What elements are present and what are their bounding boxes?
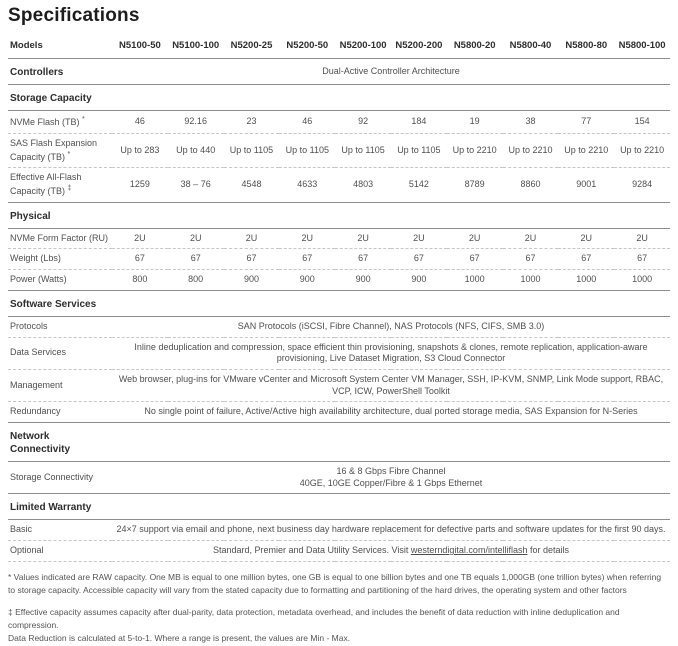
spec-cell: 5142 xyxy=(391,168,447,202)
row-label-nvme-flash: NVMe Flash (TB) * xyxy=(8,111,112,134)
spec-cell: 67 xyxy=(335,249,391,270)
spec-cell: 184 xyxy=(391,111,447,134)
section-software-services xyxy=(8,290,670,316)
spec-cell: 46 xyxy=(279,111,335,134)
footnote-marker: * xyxy=(82,116,85,124)
page-title: Specifications xyxy=(8,5,140,26)
table-row-warranty-optional xyxy=(8,541,670,562)
model-column-header: N5200-200 xyxy=(391,36,447,59)
spec-cell: 154 xyxy=(614,111,670,134)
model-column-header: N5200-25 xyxy=(224,36,280,59)
spec-cell: 67 xyxy=(168,249,224,270)
section-title-network-connectivity: Network Connectivity xyxy=(8,422,112,461)
storage-connectivity-value: 16 & 8 Gbps Fibre Channel 40GE, 10GE Copper/Fibre & 1 Gbps Ethernet xyxy=(112,461,670,493)
model-column-header: N5200-50 xyxy=(279,36,335,59)
model-column-header: N5800-80 xyxy=(558,36,614,59)
row-label-redundancy: Redundancy xyxy=(8,402,112,423)
row-label-effective-capacity: Effective All-Flash Capacity (TB) ‡ xyxy=(8,168,112,202)
intelliflash-link[interactable]: westerndigital.com/intelliflash xyxy=(410,545,528,556)
row-label-warranty-basic: Basic xyxy=(8,520,112,541)
spec-cell: 67 xyxy=(447,249,503,270)
spec-cell: 9001 xyxy=(558,168,614,202)
section-limited-warranty xyxy=(8,494,670,520)
spec-cell: 67 xyxy=(614,249,670,270)
table-row-protocols xyxy=(8,316,670,337)
controllers-value: Dual-Active Controller Architecture xyxy=(112,59,670,85)
spec-cell: 1000 xyxy=(503,270,559,291)
section-title-limited-warranty: Limited Warranty xyxy=(8,494,112,520)
row-label-sas-flash: SAS Flash Expansion Capacity (TB) * xyxy=(8,134,112,168)
table-row-sas-flash xyxy=(8,134,670,168)
spec-cell: 38 – 76 xyxy=(168,168,224,202)
spec-cell: 2U xyxy=(558,228,614,249)
spec-cell: Up to 2210 xyxy=(503,134,559,168)
spec-cell: 46 xyxy=(112,111,168,134)
section-physical xyxy=(8,202,670,228)
table-row-data-services xyxy=(8,337,670,369)
spec-cell: 67 xyxy=(503,249,559,270)
table-row-weight xyxy=(8,249,670,270)
footnote-effective-capacity: ‡ Effective capacity assumes capacity after dual-parity, data protection, metadata overhead, and includes the benefit of data reduction with inline deduplication and compression. Data Reduction is calculated at 5-to-1. Where a range is present, the values are Min - Max. xyxy=(8,607,620,644)
models-header-row xyxy=(8,36,670,59)
data-services-value: Inline deduplication and compression, space efficient thin provisioning, snapshots & clones, remote replication, application-aware provisioning, Live Dataset Migration, S3 Cloud Connector xyxy=(112,337,670,369)
spec-cell: Up to 1105 xyxy=(391,134,447,168)
spec-cell: 1259 xyxy=(112,168,168,202)
model-column-header: N5800-20 xyxy=(447,36,503,59)
row-label-form-factor: NVMe Form Factor (RU) xyxy=(8,228,112,249)
spec-cell: 19 xyxy=(447,111,503,134)
spec-cell: 92 xyxy=(335,111,391,134)
section-network-connectivity xyxy=(8,422,670,461)
model-column-header: N5200-100 xyxy=(335,36,391,59)
spec-cell: Up to 283 xyxy=(112,134,168,168)
section-storage-capacity xyxy=(8,85,670,111)
spec-cell: 2U xyxy=(335,228,391,249)
controllers-label: Controllers xyxy=(8,59,112,85)
controllers-row xyxy=(8,59,670,85)
model-column-header: N5800-100 xyxy=(614,36,670,59)
spec-cell: Up to 2210 xyxy=(614,134,670,168)
footnote-marker: ‡ xyxy=(67,185,72,193)
specifications-table xyxy=(8,36,670,562)
row-label-management: Management xyxy=(8,369,112,401)
spec-cell: 8789 xyxy=(447,168,503,202)
table-row-form-factor xyxy=(8,228,670,249)
spec-cell: 900 xyxy=(224,270,280,291)
model-column-header: N5800-40 xyxy=(503,36,559,59)
model-column-header: N5100-50 xyxy=(112,36,168,59)
row-label-power: Power (Watts) xyxy=(8,270,112,291)
spec-cell: 67 xyxy=(224,249,280,270)
spec-cell: Up to 2210 xyxy=(447,134,503,168)
section-title-storage-capacity: Storage Capacity xyxy=(8,85,112,111)
spec-cell: 2U xyxy=(279,228,335,249)
spec-cell: 2U xyxy=(168,228,224,249)
spec-cell: 900 xyxy=(335,270,391,291)
spec-cell: 2U xyxy=(391,228,447,249)
row-label-weight: Weight (Lbs) xyxy=(8,249,112,270)
spec-cell: 2U xyxy=(447,228,503,249)
footnotes xyxy=(8,571,668,646)
spec-cell: 2U xyxy=(224,228,280,249)
spec-cell: 77 xyxy=(558,111,614,134)
spec-cell: 38 xyxy=(503,111,559,134)
row-label-protocols: Protocols xyxy=(8,316,112,337)
warranty-optional-value: Standard, Premier and Data Utility Services. Visit westerndigital.com/intelliflash for details xyxy=(112,541,670,562)
table-row-nvme-flash xyxy=(8,111,670,134)
spec-cell: 800 xyxy=(168,270,224,291)
section-title-software-services: Software Services xyxy=(8,290,112,316)
table-row-management xyxy=(8,369,670,401)
spec-cell: 67 xyxy=(279,249,335,270)
table-row-effective-capacity xyxy=(8,168,670,202)
spec-cell: 23 xyxy=(224,111,280,134)
spec-cell: 4548 xyxy=(224,168,280,202)
spec-cell: 92.16 xyxy=(168,111,224,134)
warranty-basic-value: 24×7 support via email and phone, next business day hardware replacement for defective parts and software updates for the first 90 days. xyxy=(112,520,670,541)
spec-cell: Up to 1105 xyxy=(335,134,391,168)
spec-cell: 1000 xyxy=(447,270,503,291)
spec-cell: 4803 xyxy=(335,168,391,202)
row-label-data-services: Data Services xyxy=(8,337,112,369)
spec-cell: 900 xyxy=(279,270,335,291)
management-value: Web browser, plug-ins for VMware vCenter and Microsoft System Center VM Manager, SSH, IP-KVM, SNMP, Link Mode support, RBAC, VCP, ICW, PowerShell Toolkit xyxy=(112,369,670,401)
spec-cell: 9284 xyxy=(614,168,670,202)
footnote-raw-capacity: * Values indicated are RAW capacity. One MB is equal to one million bytes, one GB is equal to one billion bytes and one TB equals 1,000GB (one trillion bytes) when referring to storage capacity. Accessible capacity will vary from the stated capacity due to formatting and partitioning of the hard drives, the operating system and other factors xyxy=(8,571,662,595)
spec-cell: Up to 440 xyxy=(168,134,224,168)
spec-cell: 2U xyxy=(614,228,670,249)
protocols-value: SAN Protocols (iSCSI, Fibre Channel), NAS Protocols (NFS, CIFS, SMB 3.0) xyxy=(112,316,670,337)
row-label-storage-connectivity: Storage Connectivity xyxy=(8,461,112,493)
spec-cell: 800 xyxy=(112,270,168,291)
spec-cell: 4633 xyxy=(279,168,335,202)
row-label-warranty-optional: Optional xyxy=(8,541,112,562)
spec-cell: 2U xyxy=(112,228,168,249)
spec-cell: 2U xyxy=(503,228,559,249)
table-row-power xyxy=(8,270,670,291)
spec-cell: 67 xyxy=(558,249,614,270)
footnote-marker: * xyxy=(67,150,71,158)
model-column-header: N5100-100 xyxy=(168,36,224,59)
redundancy-value: No single point of failure, Active/Active high availability architecture, dual ported storage media, SAS Expansion for N-Series xyxy=(112,402,670,423)
table-row-redundancy xyxy=(8,402,670,423)
section-title-physical: Physical xyxy=(8,202,112,228)
spec-cell: 67 xyxy=(391,249,447,270)
table-row-warranty-basic xyxy=(8,520,670,541)
spec-cell: Up to 2210 xyxy=(558,134,614,168)
spec-cell: Up to 1105 xyxy=(279,134,335,168)
table-row-storage-connectivity xyxy=(8,461,670,493)
spec-cell: 900 xyxy=(391,270,447,291)
spec-cell: Up to 1105 xyxy=(224,134,280,168)
models-label: Models xyxy=(8,36,112,59)
spec-cell: 1000 xyxy=(558,270,614,291)
spec-cell: 67 xyxy=(112,249,168,270)
spec-cell: 1000 xyxy=(614,270,670,291)
spec-cell: 8860 xyxy=(503,168,559,202)
